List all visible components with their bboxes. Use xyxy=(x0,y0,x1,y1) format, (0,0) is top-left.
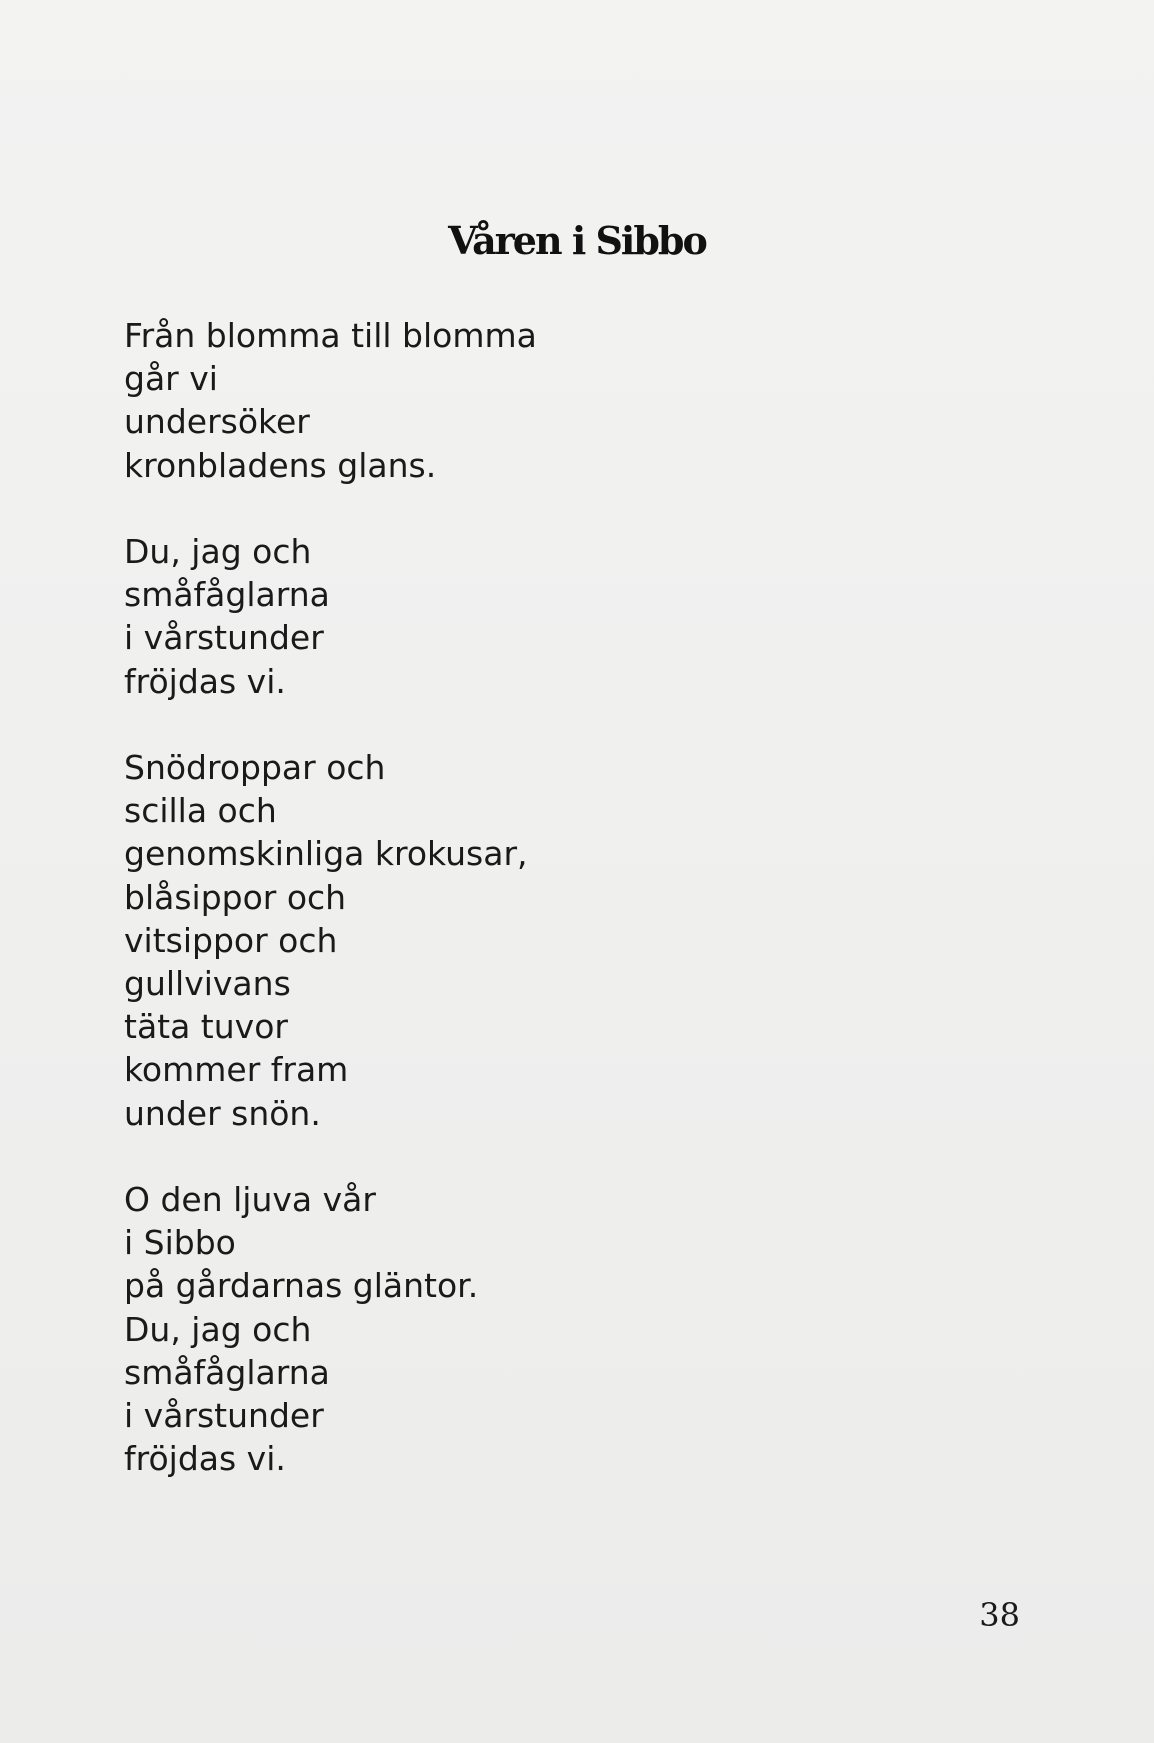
stanza xyxy=(124,530,684,703)
poem-line: småfåglarna xyxy=(124,575,330,615)
poem-line: fröjdas vi. xyxy=(124,661,286,701)
poem-line: Du, jag och xyxy=(124,1309,312,1349)
poem-body xyxy=(124,314,684,1480)
poem-line: vitsippor och xyxy=(124,920,338,960)
poem-line: blåsippor och xyxy=(124,877,347,917)
poem-line: O den ljuva vår xyxy=(124,1180,376,1220)
poem-line: Från blomma till blomma xyxy=(124,316,537,355)
poem-line: småfåglarna xyxy=(124,1352,330,1392)
page-number: 38 xyxy=(979,1596,1020,1634)
poem-line: genomskinliga krokusar, xyxy=(124,834,528,874)
poem-line: täta tuvor xyxy=(124,1007,288,1047)
poem-line: på gårdarnas gläntor. xyxy=(124,1266,479,1306)
poem-line: kronbladens glans. xyxy=(124,445,437,485)
poem-line: i vårstunder xyxy=(124,1396,324,1436)
poem-line: undersöker xyxy=(124,402,310,442)
poem-line: i Sibbo xyxy=(124,1223,236,1263)
stanza xyxy=(124,1178,684,1480)
poem-line: scilla och xyxy=(124,791,277,831)
poem-line: går vi xyxy=(124,359,218,399)
poem-line: under snön. xyxy=(124,1093,321,1133)
poem-line: gullvivans xyxy=(124,964,291,1004)
stanza xyxy=(124,314,684,487)
stanza xyxy=(124,746,684,1135)
poem-title: Våren i Sibbo xyxy=(448,218,706,263)
poem-line: Snödroppar och xyxy=(124,748,386,787)
poem-line: kommer fram xyxy=(124,1050,349,1090)
poem-line: i vårstunder xyxy=(124,618,324,658)
poem-line: Du, jag och xyxy=(124,532,312,571)
poem-line: fröjdas vi. xyxy=(124,1439,286,1479)
